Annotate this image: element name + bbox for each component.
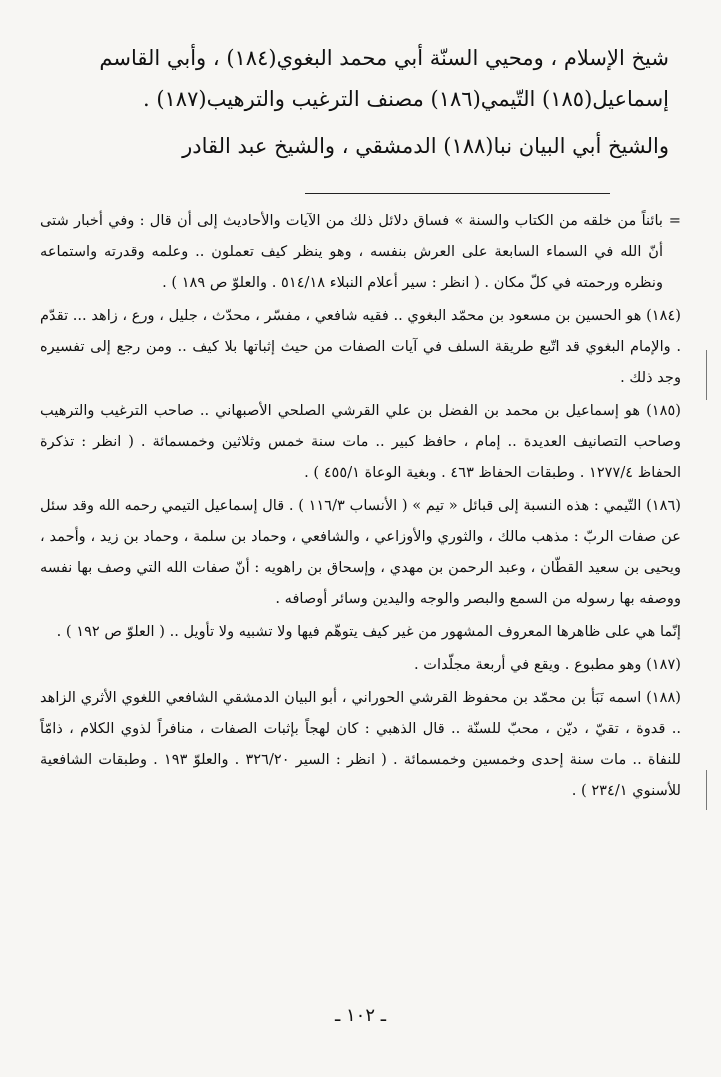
footnote-186: (١٨٦) التّيمي : هذه النسبة إلى قبائل « تيم » ( الأنساب ١١٦/٣ ) . قال إسماعيل التيمي رحمه الله وقد سئل عن صفات الربّ : مذهب مالك ، والثوري والأوزاعي ، والشافعي ، وحماد بن سلمة ، وحماد بن زيد ، وأحمد ، ويحيى بن سعيد القطّان ، وعبد الرحمن بن مهدي ، وإسحاق بن راهويه : أنّ صفات الله التي وصف بها نفسه ووصفه بها رسوله من السمع والبصر والوجه واليدين وسائر أوصافه . [40, 497, 681, 607]
footnote-184: (١٨٤) هو الحسين بن مسعود بن محمّد البغوي .. فقيه شافعي ، مفسّر ، محدّث ، جليل ، ورع ، زاهد ... تقدّم . والإمام البغوي قد اتّبع طريقة السلف في آيات الصفات من حيث إثباتها بلا كيف .. ومن رجع إلى تفسيره وجد ذلك . [40, 307, 681, 386]
footnote-188: (١٨٨) اسمه نَبَأ بن محمّد بن محفوظ القرشي الحوراني ، أبو البيان الدمشقي الشافعي اللغوي الأثري الزاهد .. قدوة ، تقيّ ، ديّن ، محبّ للسنّة .. قال الذهبي : كان لهجاً بإثبات الصفات ، منافراً لذوي الكلام ، ذامّاً للنفاة .. مات سنة إحدى وخمسين وخمسمائة . ( انظر : السير ٣٢٦/٢٠ . والعلوّ ١٩٣ . وطبقات الشافعية للأسنوي ٢٣٤/١ ) . [40, 689, 681, 799]
main-text-line-1: شيخ الإسلام ، ومحيي السنّة أبي محمد البغوي(١٨٤) ، وأبي القاسم [99, 46, 669, 70]
page-number: ـ ١٠٢ ـ [334, 1005, 386, 1026]
margin-mark-upper [706, 350, 707, 400]
main-text-line-3: والشيخ أبي البيان نبا(١٨٨) الدمشقي ، والشيخ عبد القادر [182, 134, 669, 158]
footnote-separator [305, 193, 610, 194]
footnotes [40, 205, 681, 808]
footnote-185: (١٨٥) هو إسماعيل بن محمد بن الفضل بن علي القرشي الصلحي الأصبهاني .. صاحب الترغيب والترهيب وصاحب التصانيف العديدة .. إمام ، حافظ كبير .. مات سنة خمس وثلاثين وخمسمائة . ( انظر : تذكرة الحفاظ ١٢٧٧/٤ . وطبقات الحفاظ ٤٦٣ . وبغية الوعاة ٤٥٥/١ ) . [40, 402, 681, 481]
main-text-line-2: إسماعيل(١٨٥) التّيمي(١٨٦) مصنف الترغيب والترهيب(١٨٧) . [142, 87, 669, 111]
footnote-187: (١٨٧) وهو مطبوع . ويقع في أربعة مجلّدات . [414, 656, 681, 673]
footnote-continuation [40, 205, 681, 298]
margin-mark-lower [706, 770, 707, 810]
main-text [52, 38, 669, 167]
footnote-186-continued: إنّما هي على ظاهرها المعروف المشهور من غير كيف يتوهّم فيها ولا تشبيه ولا تأويل .. ( العلوّ ص ١٩٢ ) . [56, 623, 681, 640]
continuation-mark: = [668, 212, 681, 229]
footnote-continuation-text: بائناً من خلقه من الكتاب والسنة » فساق دلائل ذلك من الآيات والأحاديث إلى أن قال : وفي أخبار شتى أنّ الله في السماء السابعة على العرش بنفسه ، وهو ينظر كيف تعملون .. وعلمه وقدرته واستماعه ونظره ورحمته في كلّ مكان . ( انظر : سير أعلام النبلاء ٥١٤/١٨ . والعلوّ ص ١٨٩ ) . [40, 212, 663, 291]
